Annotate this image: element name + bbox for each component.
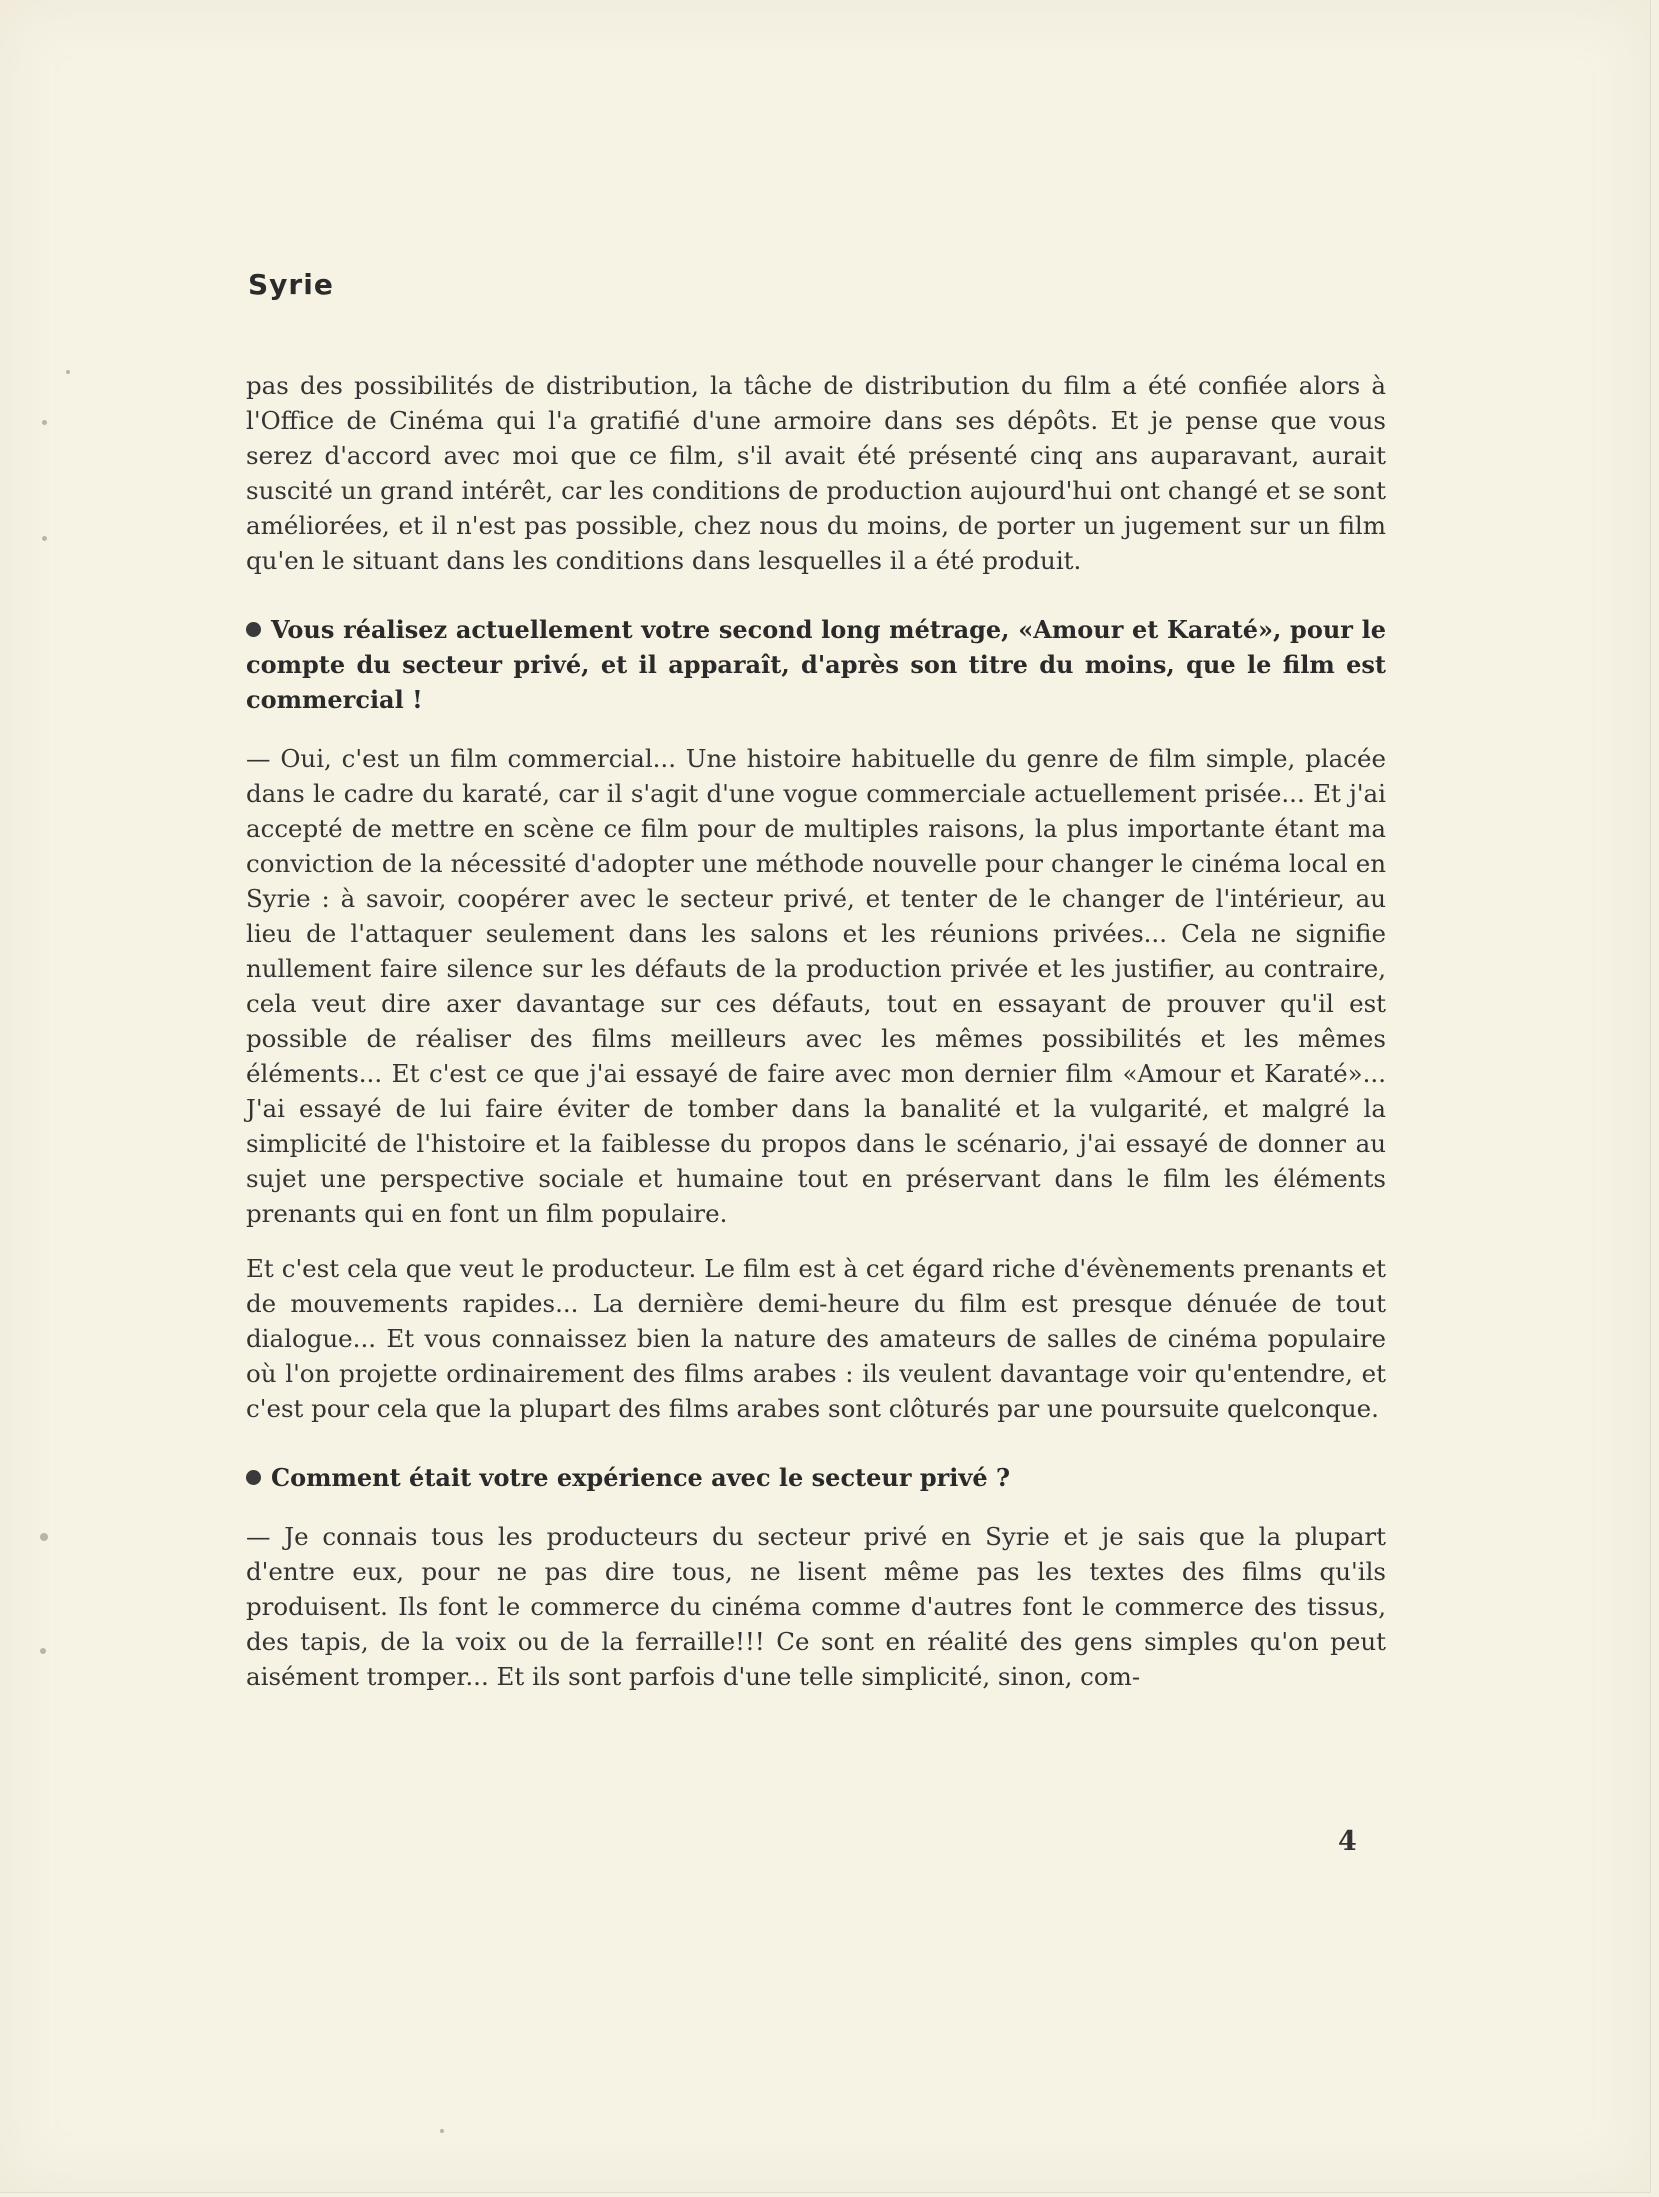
question-2-text: Comment était votre expérience avec le secteur privé ? [271,1463,1011,1492]
paper-speck [42,420,47,425]
answer-paragraph-3: — Je connais tous les producteurs du secteur privé en Syrie et je sais que la plupart d'entre eux, pour ne pas dire tous, ne lisent même pas les textes des films qu'ils produisent. Ils font le commerce du cinéma comme d'autres font le commerce des tissus, des tapis, de la voix ou de la ferraille!!! Ce sont en réalité des gens simples qu'on peut aisément tromper... Et ils sont parfois d'une telle simplicité, sinon, com- [246,1522,1386,1691]
interview-question-2 [246,1460,1386,1495]
bullet-icon [246,1470,261,1485]
section-title: Syrie [248,268,334,301]
answer-paragraph-1: — Oui, c'est un film commercial... Une histoire habituelle du genre de film simple, placée dans le cadre du karaté, car il s'agit d'une vogue commerciale actuellement prisée... Et j'ai accepté de mettre en scène ce film pour de multiples raisons, la plus importante étant ma conviction de la nécessité d'adopter une méthode nouvelle pour changer le cinéma local en Syrie : à savoir, coopérer avec le secteur privé, et tenter de le changer de l'intérieur, au lieu de l'attaquer seulement dans les salons et les réunions privées... Cela ne signifie nullement faire silence sur les défauts de la production privée et les justifier, au contraire, cela veut dire axer davantage sur ces défauts, tout en essayant de prouver qu'il est possible de réaliser des films meilleurs avec les mêmes possibilités et les mêmes éléments... Et c'est ce que j'ai essayé de faire avec mon dernier film «Amour et Karaté»... J'ai essayé de lui faire éviter de tomber dans la banalité et la vulgarité, et malgré la simplicité de l'histoire et la faiblesse du propos dans le scénario, j'ai essayé de donner au sujet une perspective sociale et humaine tout en préservant dans le film les éléments prenants qui en font un film populaire. [246,744,1386,1228]
paragraph-1: pas des possibilités de distribution, la tâche de distribution du film a été confiée alors à l'Office de Cinéma qui l'a gratifié d'une armoire dans ses dépôts. Et je pense que vous serez d'accord avec moi que ce film, s'il avait été présenté cinq ans auparavant, aurait suscité un grand intérêt, car les conditions de production aujourd'hui ont changé et se sont améliorées, et il n'est pas possible, chez nous du moins, de porter un jugement sur un film qu'en le situant dans les conditions dans lesquelles il a été produit. [246,371,1386,575]
article-body [246,368,1386,1694]
paper-speck [66,370,70,374]
page-number: 4 [1338,1826,1357,1857]
answer-paragraph-2: Et c'est cela que veut le producteur. Le film est à cet égard riche d'évènements prenants et de mouvements rapides... La dernière demi-heure du film est presque dénuée de tout dialogue... Et vous connaissez bien la nature des amateurs de salles de cinéma populaire où l'on projette ordinairement des films arabes : ils veulent davantage voir qu'entendre, et c'est pour cela que la plupart des films arabes sont clôturés par une poursuite quelconque. [246,1254,1386,1423]
paper-speck [440,2129,444,2133]
question-1-text: Vous réalisez actuellement votre second long métrage, «Amour et Karaté», pour le compte du secteur privé, et il apparaît, d'après son titre du moins, que le film est commercial ! [246,615,1386,714]
interview-question-1 [246,612,1386,717]
bullet-icon [246,622,261,637]
paper-speck [42,536,47,541]
paper-speck [40,1648,46,1654]
paper-speck [40,1533,48,1541]
